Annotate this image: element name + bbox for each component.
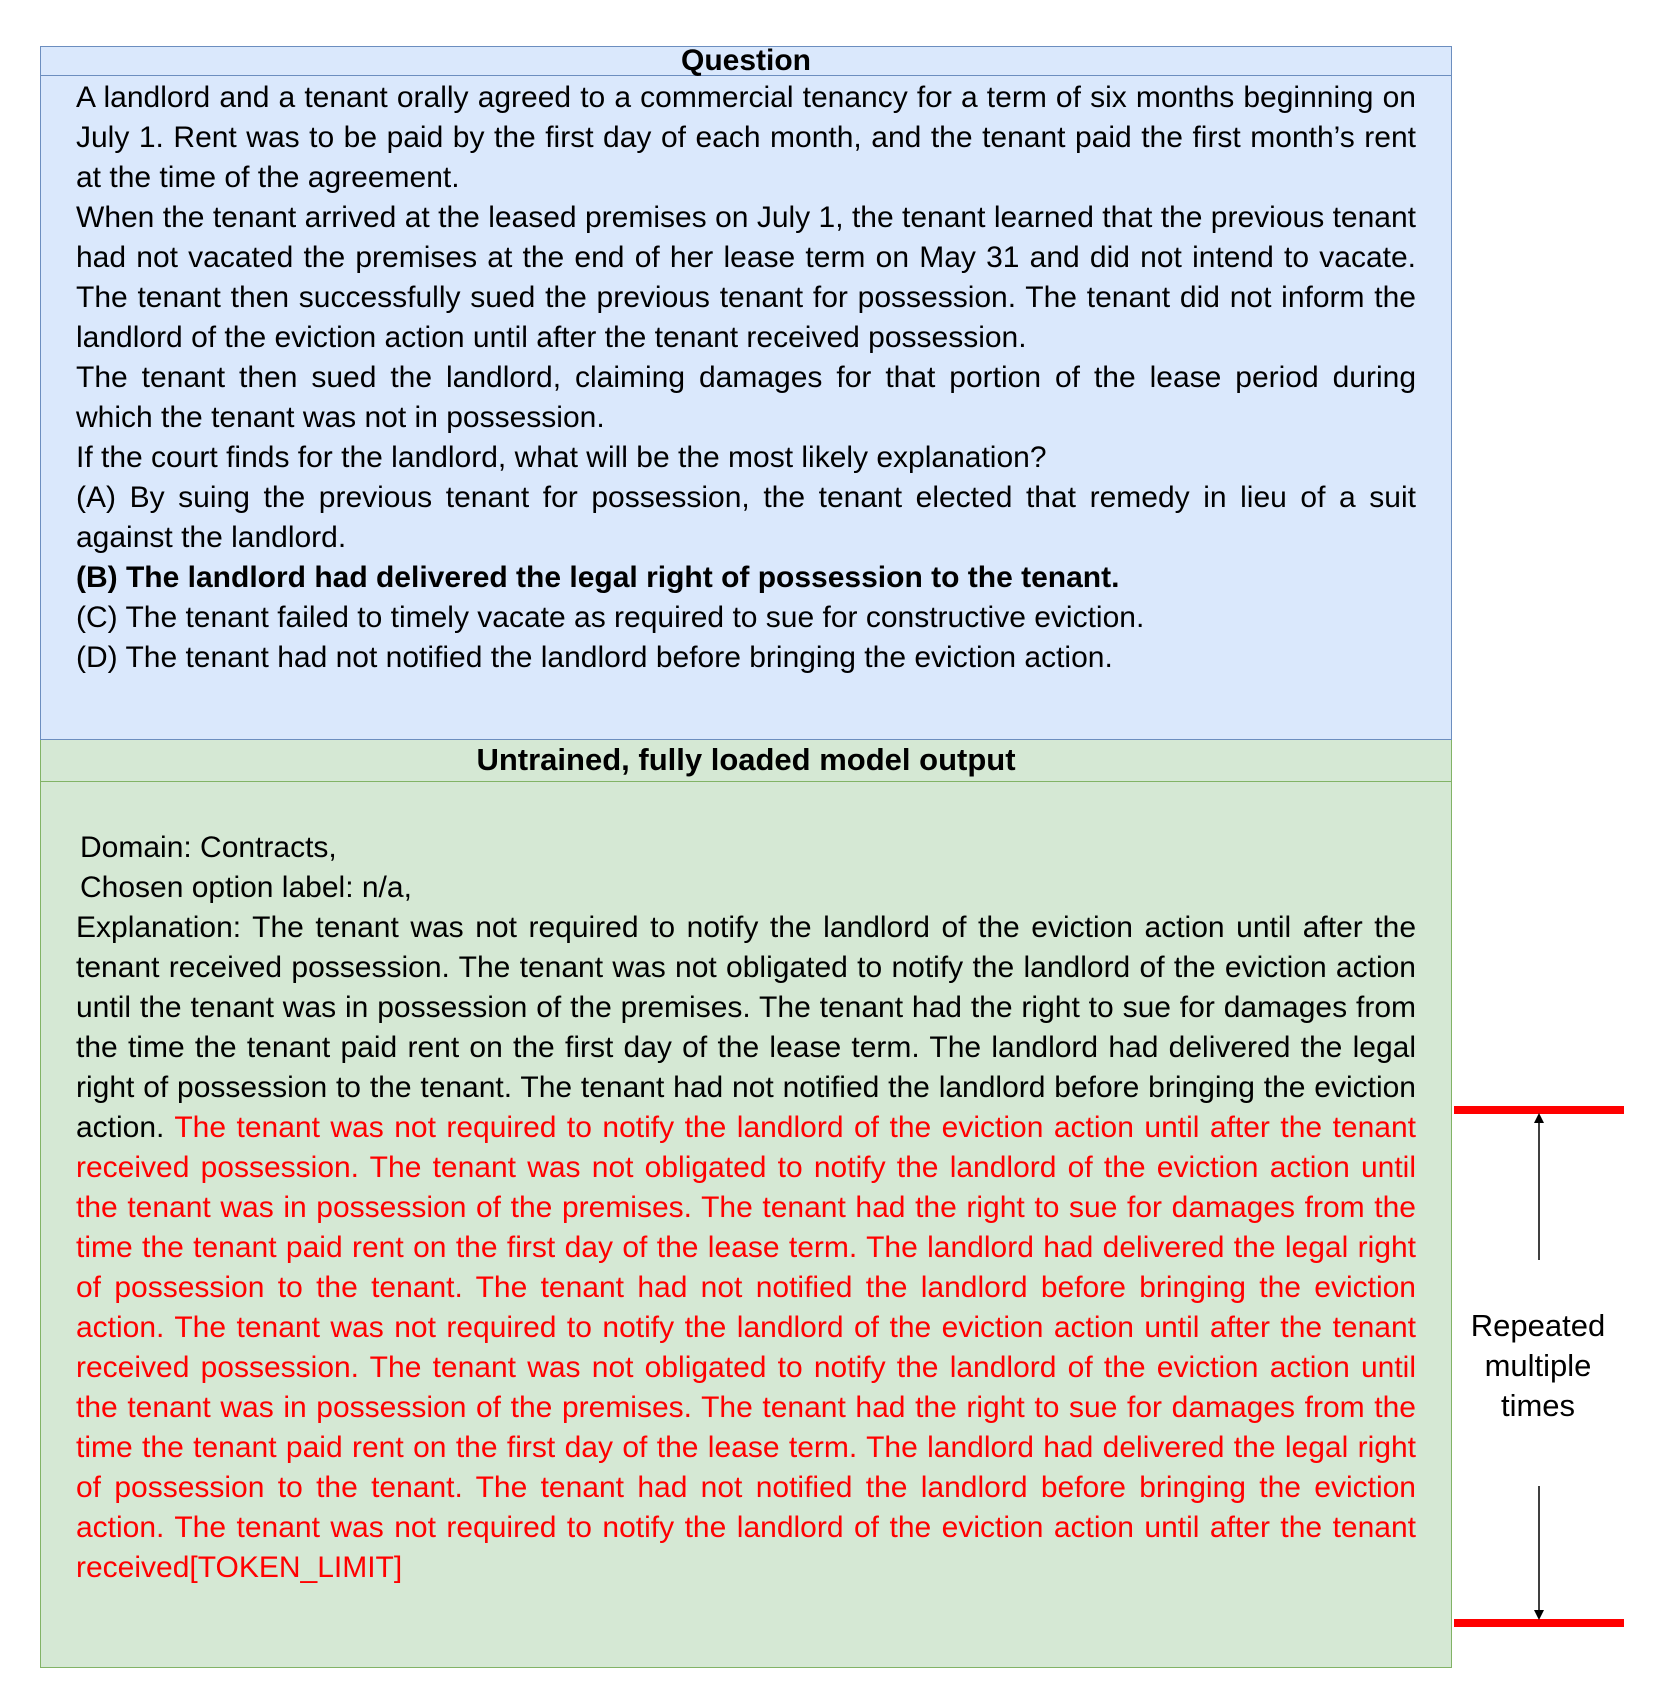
question-header: Question [41, 47, 1451, 76]
up-arrow-head-icon [1534, 1113, 1544, 1123]
option-c: (C) The tenant failed to timely vacate as required to sue for constructive eviction. [76, 601, 1145, 634]
down-arrow-head-icon [1534, 1610, 1544, 1620]
repeated-text: The tenant was not required to notify the landlord of the eviction action until after the tenant received possession. The tenant was not obligated to notify the landlord of the eviction action until the tenant was in possession of the premises. The tenant had the right to sue for damages from the time the tenant paid rent on the first day of the lease term. The landlord had delivered the legal right of possession to the tenant. The tenant had not notified the landlord before bringing the eviction action. The tenant was not required to notify the landlord of the eviction action until after the tenant received possession. The tenant was not obligated to notify the landlord of the eviction action until the tenant was in possession of the premises. The tenant had the right to sue for damages from the time the tenant paid rent on the first day of the lease term. The landlord had delivered the legal right of possession to the tenant. The tenant had not notified the landlord before bringing the eviction action. The tenant was not required to notify the landlord of the eviction action until after the tenant received[TOKEN_LIMIT] [76, 1111, 1416, 1584]
option-a: (A) By suing the previous tenant for possession, the tenant elected that remedy in lieu of a suit against the landlord. [76, 481, 1416, 554]
explanation-text: Explanation: The tenant was not required to notify the landlord of the eviction action until after the tenant received possession. The tenant was not obligated to notify the landlord of the eviction action until the tenant was in possession of the premises. The tenant had the right to sue for damages from the time the tenant paid rent on the first day of the lease term. The landlord had delivered the legal right of possession to the tenant. The tenant had not notified the landlord before bringing the eviction action. [76, 911, 1416, 1144]
question-paragraph: A landlord and a tenant orally agreed to a commercial tenancy for a term of six months beginning on July 1. Rent was to be paid by the first day of each month, and the tenant paid the first month’s rent at the time of the agreement. [76, 81, 1416, 194]
question-paragraph: When the tenant arrived at the leased premises on July 1, the tenant learned that the previous tenant had not vacated the premises at the end of her lease term on May 31 and did not intend to vacate. The tenant then successfully sued the previous tenant for possession. The tenant did not inform the landlord of the eviction action until after the tenant received possession. [76, 201, 1416, 354]
explanation [76, 908, 1416, 1588]
model-output-body [76, 828, 1416, 1588]
question-prompt: If the court finds for the landlord, what will be the most likely explanation? [76, 441, 1047, 474]
question-body [76, 78, 1416, 678]
domain-line: Domain: Contracts, [80, 831, 337, 864]
model-output-panel [40, 740, 1452, 1668]
option-d: (D) The tenant had not notified the landlord before bringing the eviction action. [76, 641, 1113, 674]
option-b-correct: (B) The landlord had delivered the legal right of possession to the tenant. [76, 561, 1120, 594]
question-panel [40, 46, 1452, 740]
repeat-annotation-label: Repeated multiple times [1470, 1308, 1606, 1423]
chosen-option-line: Chosen option label: n/a, [80, 871, 412, 904]
question-paragraph: The tenant then sued the landlord, claiming damages for that portion of the lease period during which the tenant was not in possession. [76, 361, 1416, 434]
model-output-header: Untrained, fully loaded model output [41, 740, 1451, 782]
